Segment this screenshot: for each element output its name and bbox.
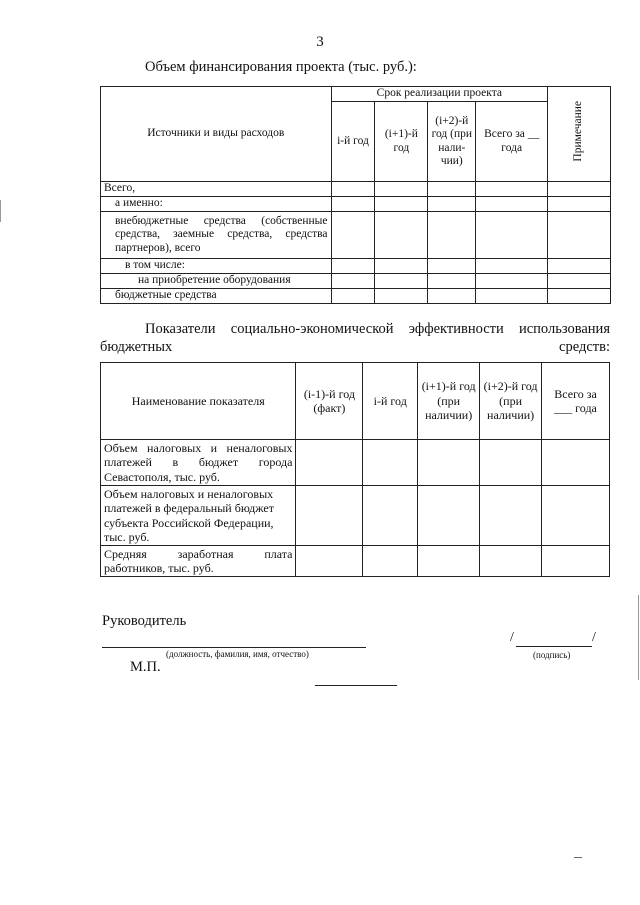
col-total-header: Всего за ___ года	[542, 363, 610, 440]
col-i-header: i-й год	[363, 363, 418, 440]
col-total-header: Всего за __ года	[476, 102, 548, 182]
row-label: Объем налоговых и неналоговых платежей в бюджет города Севастополя, тыс. руб.	[101, 440, 296, 486]
table-row	[101, 259, 611, 274]
col-note-header	[548, 87, 611, 182]
sign-line	[516, 646, 592, 647]
col-i2-header: (i+2)-й год (при наличии)	[480, 363, 542, 440]
row-label: в том числе:	[101, 259, 332, 274]
col-sources-header: Источники и виды расходов	[101, 87, 332, 182]
table-row	[101, 212, 611, 259]
row-label: бюджетные средства	[101, 289, 332, 304]
slash-right: /	[592, 630, 596, 645]
financing-title: Объем финансирования проекта (тыс. руб.):	[145, 59, 417, 75]
col-year-i1-header: (i+1)-й год	[375, 102, 428, 182]
col-name-header: Наименование показателя	[101, 363, 296, 440]
table-row	[101, 546, 610, 577]
col-year-i2-header: (i+2)-й год (при нали-чии)	[428, 102, 476, 182]
col-year-i-header: i-й год	[331, 102, 375, 182]
scan-edge-right	[638, 595, 639, 680]
row-label: Средняя заработная плата работников, тыс. руб.	[101, 546, 296, 577]
row-label: а именно:	[101, 197, 332, 212]
table-row	[101, 486, 610, 546]
stamp-line	[315, 685, 397, 686]
col-i1-header: (i+1)-й год (при наличии)	[418, 363, 480, 440]
scan-edge-left	[0, 200, 1, 222]
col-prev-header: (i-1)-й год (факт)	[296, 363, 363, 440]
indicators-title-text: Показатели социально-экономической эффективности использования бюджетных средств:	[100, 321, 610, 355]
position-line	[102, 647, 366, 648]
note-label: Примечание	[572, 101, 585, 163]
table-row	[101, 182, 611, 197]
table-row	[101, 289, 611, 304]
sign-caption: (подпись)	[533, 650, 571, 660]
indicators-table	[100, 362, 610, 577]
row-label: на приобретение оборудования	[101, 274, 332, 289]
page-number: 3	[316, 34, 324, 50]
stamp-label: М.П.	[130, 659, 161, 675]
row-label: Объем налоговых и неналоговых платежей в федеральный бюджет субъекта Российской Федерации, тыс. руб.	[101, 486, 296, 546]
scan-mark	[574, 857, 582, 858]
indicators-title	[100, 320, 610, 356]
row-label: Всего,	[101, 182, 332, 197]
table-row	[101, 274, 611, 289]
financing-table	[100, 86, 611, 304]
row-label: внебюджетные средства (собственные средства, заемные средства, средства партнеров), всего	[101, 212, 332, 259]
head-label: Руководитель	[102, 613, 187, 629]
col-period-header: Срок реализации проекта	[331, 87, 548, 102]
table-row	[101, 197, 611, 212]
position-caption: (должность, фамилия, имя, отчество)	[166, 649, 309, 659]
slash-left: /	[510, 630, 514, 645]
table-row	[101, 440, 610, 486]
